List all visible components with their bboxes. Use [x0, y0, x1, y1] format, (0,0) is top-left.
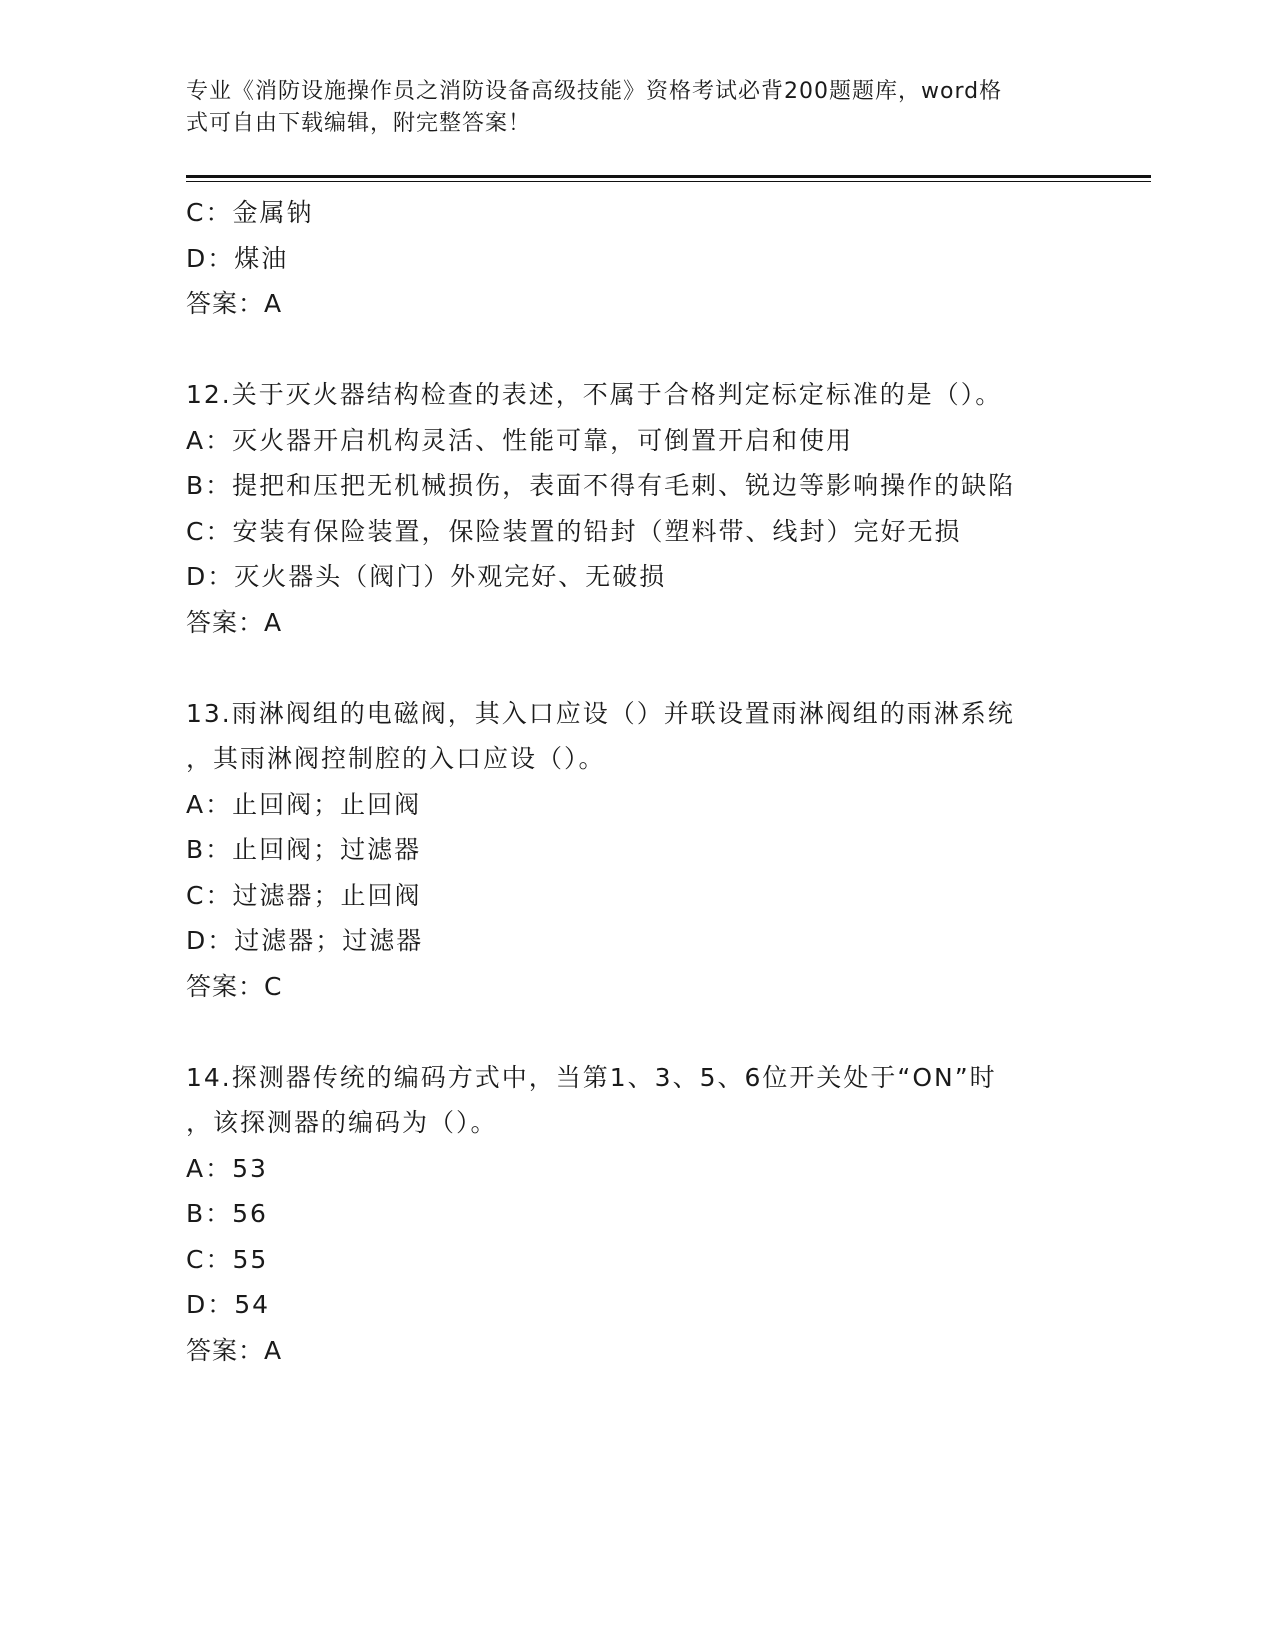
- question-stem: 12.关于灭火器结构检查的表述，不属于合格判定标定标准的是（）。: [186, 380, 1003, 409]
- header-line-2: 式可自由下载编辑，附完整答案！: [186, 111, 532, 136]
- answer-line: 答案：C: [186, 971, 283, 1001]
- question-stem-continued: ，其雨淋阀控制腔的入口应设（）。: [186, 744, 606, 773]
- header-rule-thin: [186, 181, 1151, 182]
- spacer: [186, 327, 1146, 373]
- option-a: A：灭火器开启机构灵活、性能可靠，可倒置开启和使用: [186, 425, 854, 455]
- option-c: C：金属钠: [186, 198, 314, 227]
- option-d: D：煤油: [186, 243, 289, 273]
- answer-line: 答案：A: [186, 607, 283, 637]
- question-14: [186, 1055, 1146, 1374]
- spacer: [186, 645, 1146, 691]
- option-c: C：55: [186, 1244, 269, 1274]
- answer-line: 答案：A: [186, 1335, 283, 1365]
- question-content: [186, 190, 1146, 1373]
- option-d: D：过滤器；过滤器: [186, 926, 424, 955]
- question-stem: 13.雨淋阀组的电磁阀，其入口应设（）并联设置雨淋阀组的雨淋系统: [186, 698, 1015, 728]
- option-b: B：提把和压把无机械损伤，表面不得有毛刺、锐边等影响操作的缺陷: [186, 471, 1016, 500]
- option-d: D：54: [186, 1290, 271, 1319]
- option-c: C：过滤器；止回阀: [186, 880, 422, 910]
- question-11-tail: [186, 190, 1146, 327]
- header-rule-thick: [186, 175, 1151, 178]
- option-a: A：53: [186, 1153, 268, 1183]
- option-b: B：止回阀；过滤器: [186, 835, 422, 864]
- question-12: [186, 372, 1146, 645]
- option-d: D：灭火器头（阀门）外观完好、无破损: [186, 562, 667, 591]
- question-stem: 14.探测器传统的编码方式中，当第1、3、5、6位开关处于“ON”时: [186, 1062, 997, 1092]
- answer-line: 答案：A: [186, 289, 283, 318]
- question-13: [186, 691, 1146, 1010]
- header-line-1: 专业《消防设施操作员之消防设备高级技能》资格考试必背200题题库，word格: [186, 79, 1003, 104]
- question-stem-continued: ，该探测器的编码为（）。: [186, 1108, 498, 1137]
- option-c: C：安装有保险装置，保险装置的铅封（塑料带、线封）完好无损: [186, 516, 962, 546]
- option-b: B：56: [186, 1199, 268, 1228]
- option-a: A：止回阀；止回阀: [186, 789, 422, 819]
- spacer: [186, 1009, 1146, 1055]
- document-header: [186, 76, 1086, 140]
